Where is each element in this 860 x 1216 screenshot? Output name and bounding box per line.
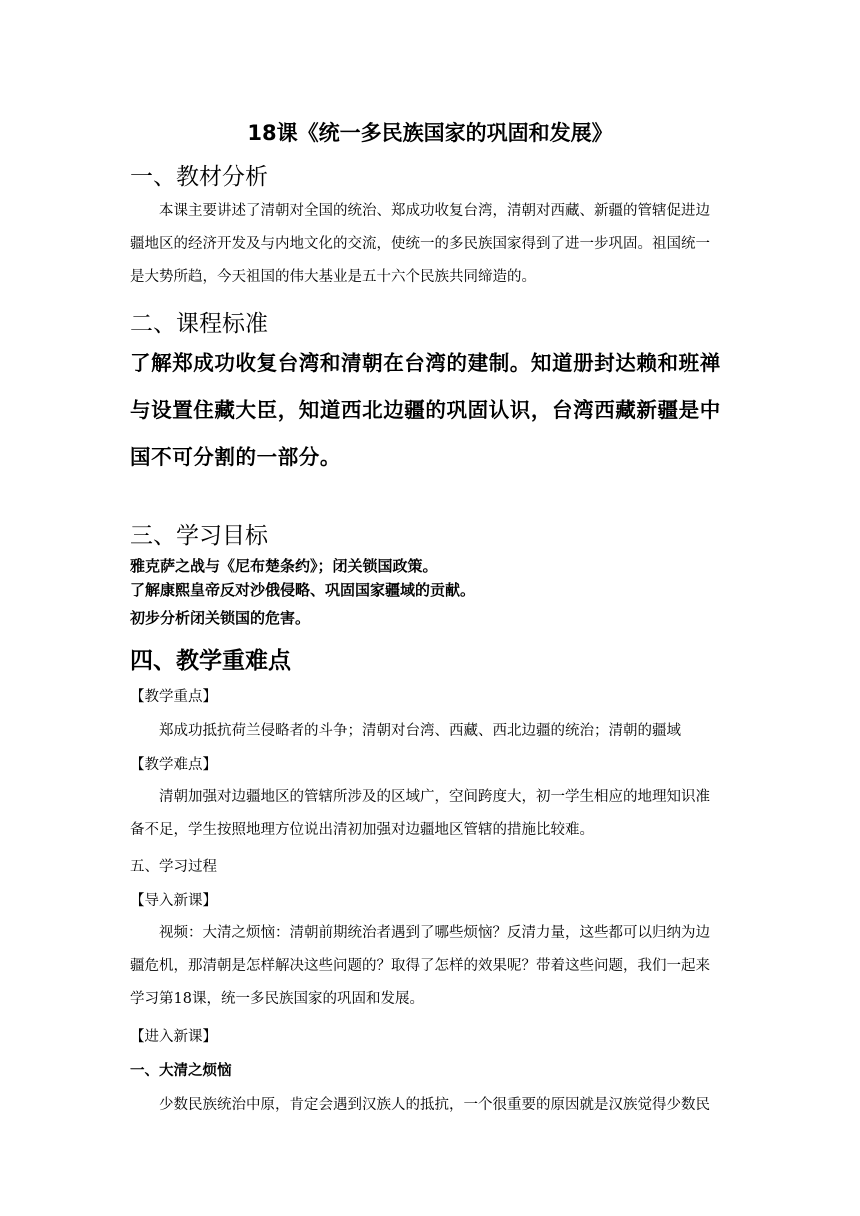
body-text-line: 少数民族统治中原，肯定会遇到汉族人的抵抗，一个很重要的原因就是汉族觉得少数民 [159, 1097, 710, 1113]
paragraph-line: 视频：大清之烦恼：清朝前期统治者遇到了哪些烦恼？反清力量，这些都可以归纳为边 [159, 925, 710, 941]
paragraph-line: 本课主要讲述了清朝对全国的统治、郑成功收复台湾，清朝对西藏、新疆的管辖促进边 [159, 203, 710, 219]
paragraph-line: 疆危机，那清朝是怎样解决这些问题的？取得了怎样的效果呢？带着这些问题，我们一起来 [130, 958, 710, 974]
difficult-points-label: 【教学难点】 [130, 757, 217, 773]
key-points-text: 郑成功抵抗荷兰侵略者的斗争；清朝对台湾、西藏、西北边疆的统治；清朝的疆域 [159, 723, 681, 739]
goal-item: 雅克萨之战与《尼布楚条约》；闭关锁国政策。 [130, 557, 438, 575]
curriculum-standard-paragraph [130, 340, 730, 481]
new-lesson-label: 【进入新课】 [130, 1029, 217, 1045]
page-title: 18课《统一多民族国家的巩固和发展》 [247, 121, 613, 145]
section-heading-textbook-analysis: 一、教材分析 [130, 164, 268, 190]
textbook-analysis-paragraph [130, 195, 730, 294]
section-heading-curriculum-standard: 二、课程标准 [130, 311, 268, 337]
goal-item: 初步分析闭关锁国的危害。 [130, 609, 311, 627]
lesson-intro-label: 【导入新课】 [130, 893, 217, 909]
paragraph-line: 是大势所趋，今天祖国的伟大基业是五十六个民族共同缔造的。 [130, 269, 536, 285]
section-heading-learning-process: 五、学习过程 [130, 859, 217, 875]
paragraph-line: 备不足，学生按照地理方位说出清初加强对边疆地区管辖的措施比较难。 [130, 822, 594, 838]
paragraph-line: 清朝加强对边疆地区的管辖所涉及的区域广，空间跨度大，初一学生相应的地理知识准 [159, 789, 710, 805]
standard-line: 了解郑成功收复台湾和清朝在台湾的建制。知道册封达赖和班禅 [130, 351, 721, 375]
subsection-heading: 一、大清之烦恼 [130, 1063, 232, 1079]
standard-line: 与设置住藏大臣，知道西北边疆的巩固认识，台湾西藏新疆是中 [130, 398, 721, 422]
difficult-points-paragraph [130, 781, 730, 847]
goal-item: 了解康熙皇帝反对沙俄侵略、巩固国家疆域的贡献。 [130, 581, 476, 599]
section-heading-learning-goals: 三、学习目标 [130, 523, 268, 549]
paragraph-line: 学习第18课，统一多民族国家的巩固和发展。 [130, 991, 424, 1007]
section-heading-key-difficult-points: 四、教学重难点 [130, 648, 291, 674]
learning-goals-list [130, 554, 730, 630]
paragraph-line: 疆地区的经济开发及与内地文化的交流，使统一的多民族国家得到了进一步巩固。祖国统一 [130, 236, 710, 252]
lesson-intro-paragraph [130, 917, 730, 1016]
key-points-label: 【教学重点】 [130, 689, 217, 705]
standard-line: 国不可分割的一部分。 [130, 445, 341, 469]
